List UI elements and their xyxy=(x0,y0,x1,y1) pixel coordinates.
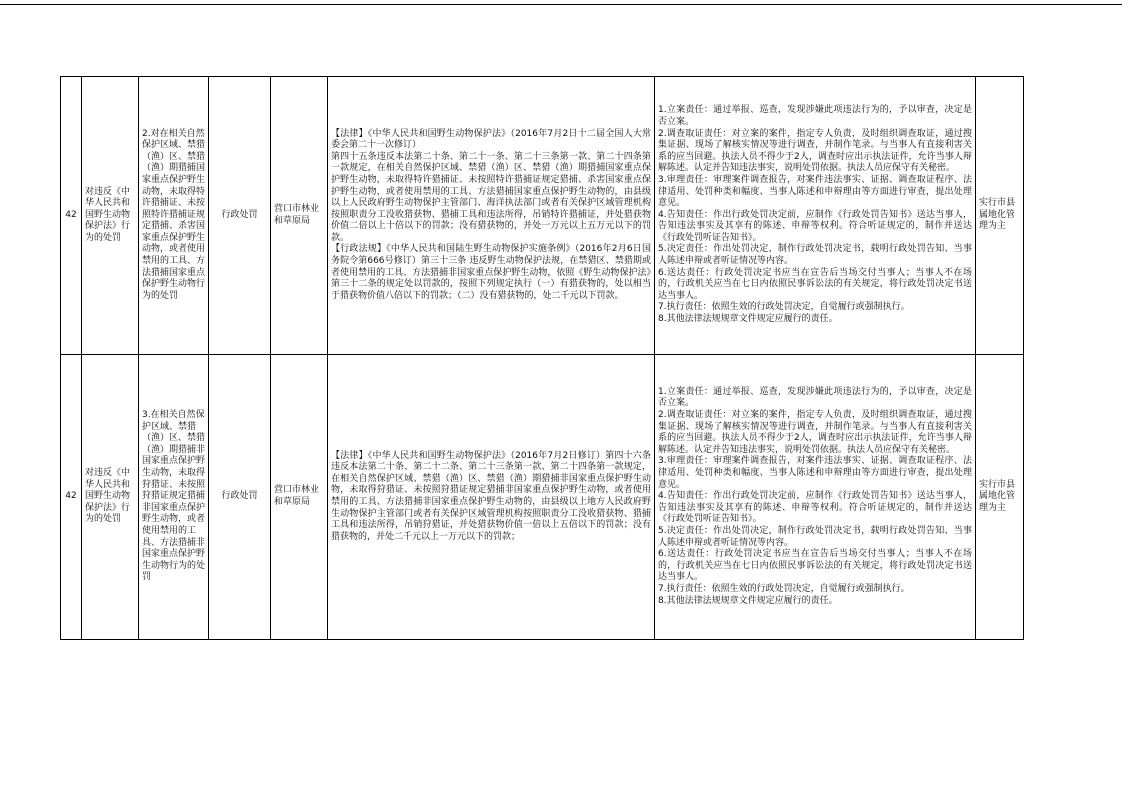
basis-paragraph: 【法律】《中华人民共和国野生动物保护法》（2016年7月2日十二届全国人大常委会第二十一次修订） xyxy=(331,128,651,151)
power-list-table xyxy=(60,76,1024,640)
row-number: 42 xyxy=(61,355,82,640)
responsible-department: 营口市林业和草原局 xyxy=(271,355,328,640)
remark: 实行市县属地化管理为主 xyxy=(976,355,1024,640)
responsibility-item: 4.告知责任：作出行政处罚决定前，应制作《行政处罚告知书》送达当事人，告知违法事实及其享有的陈述、申辩等权利。符合听证规定的，制作并送达《行政处罚听证告知书》。 xyxy=(658,491,972,525)
responsibility-item: 1.立案责任：通过举报、巡查，发现涉嫌此项违法行为的，予以审查，决定是否立案。 xyxy=(658,386,972,409)
item-name: 对违反《中华人民共和国野生动物保护法》行为的处罚 xyxy=(82,355,139,640)
responsibility-item: 7.执行责任：依照生效的行政处罚决定，自觉履行或强制执行。 xyxy=(658,583,910,594)
responsibility-item: 7.执行责任：依照生效的行政处罚决定，自觉履行或强制执行。 xyxy=(658,302,910,313)
sub-item-name: 2.对在相关自然保护区域、禁猎（渔）区、禁猎（渔）期猎捕国家重点保护野生动物，未取得特许猎捕证、未按照特许猎捕证规定猎捕、杀害国家重点保护野生动物，或者使用禁用的工具、方法猎捕国家重点保护野生动物行为的处罚 xyxy=(139,77,209,355)
responsibility-item: 8.其他法律法规规章文件规定应履行的责任。 xyxy=(658,595,838,606)
basis-paragraph: 【行政法规】《中华人民共和国陆生野生动物保护实施条例》（2016年2月6日国务院令第666号修订）第三十三条 违反野生动物保护法规，在禁猎区、禁猎期或者使用禁用的工具、方法猎捕非国家重点保护野生动物，依照《野生动物保护法》第三十二条的规定处以罚款的，按照下列规定执行（一）有猎获物的，处以相当于猎获物价值八倍以下的罚款；（二）没有猎获物的，处二千元以下罚款。 xyxy=(331,244,651,301)
basis-paragraph: 【法律】《中华人民共和国野生动物保护法》（2016年7月2日修订）第四十六条违反本法第二十条、第二十二条、第二十三条第一款、第二十四条第一款规定，在相关自然保护区域、禁猎（渔）区、禁猎（渔）期猎捕非国家重点保护野生动物，未取得狩猎证、未按照狩猎证规定猎捕非国家重点保护野生动物，或者使用禁用的工具、方法猎捕非国家重点保护野生动物的，由县级以上地方人民政府野生动物保护主管部门或者有关保护区域管理机构按照职责分工没收猎获物、猎捕工具和违法所得，吊销狩猎证，并处猎获物价值一倍以上五倍以下的罚款；没有猎获物的，并处二千元以上一万元以下的罚款； xyxy=(331,450,651,542)
legal-basis xyxy=(328,77,655,355)
responsible-department: 营口市林业和草原局 xyxy=(271,77,328,355)
table-row xyxy=(61,77,1024,355)
power-type: 行政处罚 xyxy=(209,355,271,640)
responsibility-list xyxy=(655,355,976,640)
page-top-rule xyxy=(0,0,1122,5)
row-number: 42 xyxy=(61,77,82,355)
table-row xyxy=(61,355,1024,640)
responsibility-item: 6.送达责任：行政处罚决定书应当在宣告后当场交付当事人；当事人不在场的，行政机关应当在七日内依照民事诉讼法的有关规定，将行政处罚决定书送达当事人。 xyxy=(658,549,972,583)
responsibility-item: 4.告知责任：作出行政处罚决定前，应制作《行政处罚告知书》送达当事人，告知违法事实及其享有的陈述、申辩等权利。符合听证规定的，制作并送达《行政处罚听证告知书》。 xyxy=(658,209,972,243)
responsibility-item: 5.决定责任：作出处罚决定，制作行政处罚决定书，载明行政处罚告知、当事人陈述申辩或者听证情况等内容。 xyxy=(658,525,972,548)
power-type: 行政处罚 xyxy=(209,77,271,355)
legal-basis xyxy=(328,355,655,640)
responsibility-item: 3.审理责任：审理案件调查报告，对案件违法事实、证据、调查取证程序、法律适用、处罚种类和幅度、当事人陈述和申辩理由等方面进行审查，提出处理意见。 xyxy=(658,174,972,209)
responsibility-item: 2.调查取证责任：对立案的案件，指定专人负责，及时组织调查取证，通过搜集证据、现场了解核实情况等进行调查，并制作笔录。与当事人有直接利害关系的应当回避。执法人员不得少于2人，调查时应出示执法证件，允许当事人辩解陈述。认定并告知违法事实，说明处罚依据。执法人员应保守有关秘密。 xyxy=(658,128,972,174)
remark: 实行市县属地化管理为主 xyxy=(976,77,1024,355)
responsibility-item: 3.审理责任：审理案件调查报告，对案件违法事实、证据、调查取证程序、法律适用、处罚种类和幅度、当事人陈述和申辩理由等方面进行审查，提出处理意见。 xyxy=(658,456,972,490)
sub-item-name: 3.在相关自然保护区域、禁猎（渔）区、禁猎（渔）期猎捕非国家重点保护野生动物，未取得狩猎证、未按照狩猎证规定猎捕非国家重点保护野生动物，或者使用禁用的工具、方法猎捕非国家重点保护野生动物行为的处罚 xyxy=(139,355,209,640)
responsibility-item: 1.立案责任：通过举报、巡查，发现涉嫌此项违法行为的，予以审查，决定是否立案。 xyxy=(658,105,972,127)
responsibility-item: 5.决定责任：作出处罚决定，制作行政处罚决定书，载明行政处罚告知、当事人陈述申辩或者听证情况等内容。 xyxy=(658,244,972,267)
responsibility-item: 8.其他法律法规规章文件规定应履行的责任。 xyxy=(658,314,838,325)
responsibility-item: 2.调查取证责任：对立案的案件，指定专人负责，及时组织调查取证，通过搜集证据、现场了解核实情况等进行调查，并制作笔录。与当事人有直接利害关系的应当回避。执法人员不得少于2人，调查时应出示执法证件，允许当事人辩解陈述。认定并告知违法事实，说明处罚依据。执法人员应保守有关秘密。 xyxy=(658,410,972,455)
responsibility-item: 6.送达责任：行政处罚决定书应当在宣告后当场交付当事人；当事人不在场的，行政机关应当在七日内依照民事诉讼法的有关规定，将行政处罚决定书送达当事人。 xyxy=(658,267,972,301)
basis-paragraph: 第四十五条违反本法第二十条、第二十一条、第二十三条第一款、第二十四条第一款规定，在相关自然保护区域、禁猎（渔）区、禁猎（渔）期猎捕国家重点保护野生动物，未取得特许猎捕证、未按照特许猎捕证规定猎捕、杀害国家重点保护野生动物，或者使用禁用的工具、方法猎捕国家重点保护野生动物的，由县级以上人民政府野生动物保护主管部门、海洋执法部门或者有关保护区域管理机构按照职责分工没收猎获物、猎捕工具和违法所得，吊销特许猎捕证，并处猎获物价值二倍以上十倍以下的罚款；没有猎获物的，并处一万元以上五万元以下的罚款。 xyxy=(331,151,651,243)
item-name: 对违反《中华人民共和国野生动物保护法》行为的处罚 xyxy=(82,77,139,355)
responsibility-list xyxy=(655,77,976,355)
